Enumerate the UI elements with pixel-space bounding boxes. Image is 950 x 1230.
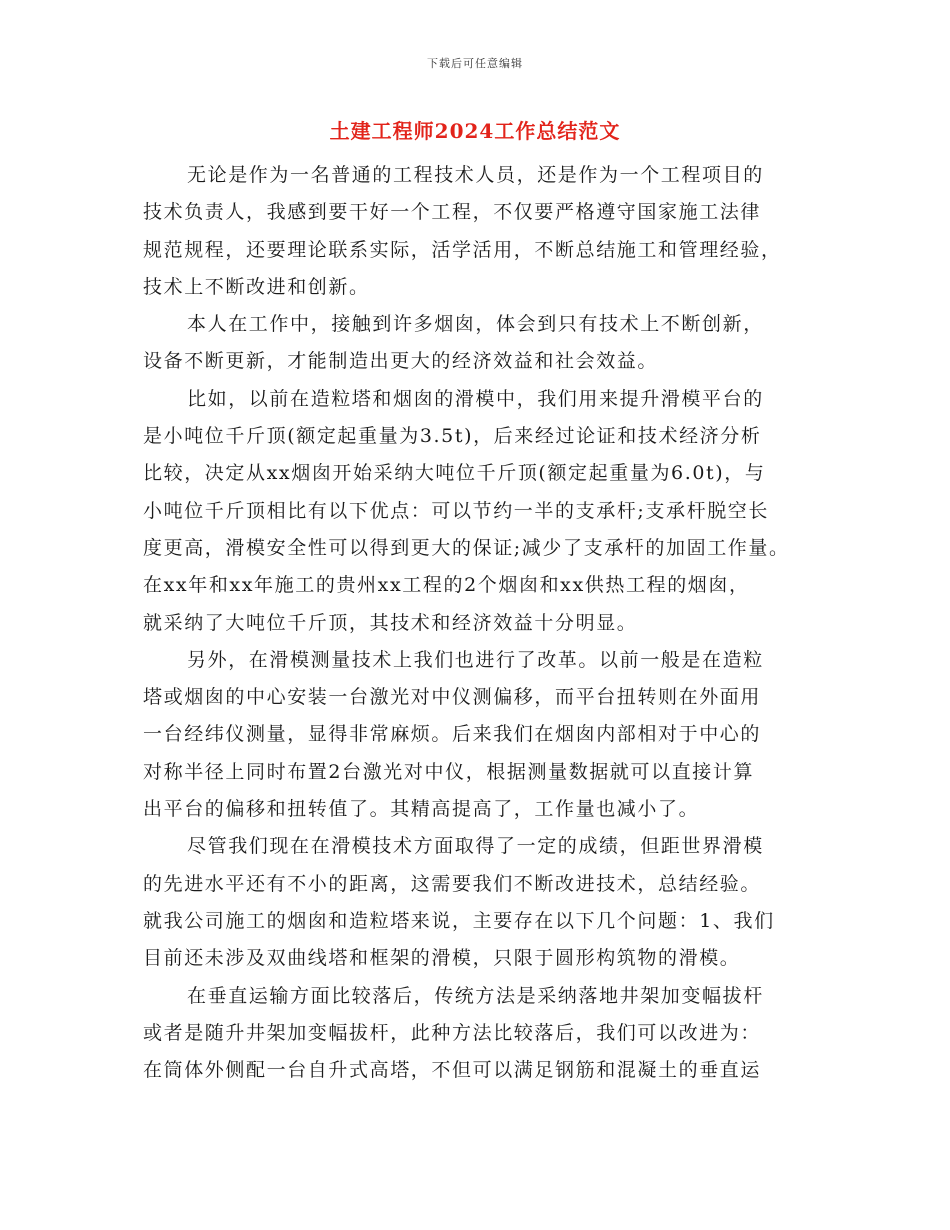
text-line: 比较，决定从xx烟囱开始采纳大吨位千斤顶(额定起重量为6.0t)，与 xyxy=(143,462,766,485)
text-line: 就采纳了大吨位千斤顶，其技术和经济效益十分明显。 xyxy=(143,611,638,634)
text-line: 或者是随升井架加变幅拔杆，此种方法比较落后，我们可以改进为： xyxy=(143,1021,762,1044)
text-line: 是小吨位千斤顶(额定起重量为3.5t)，后来经过论证和技术经济分析 xyxy=(143,425,762,448)
document-title: 土建工程师2024工作总结范文 xyxy=(329,119,621,143)
text-line: 比如，以前在造粒塔和烟囱的滑模中，我们用来提升滑模平台的 xyxy=(187,387,764,410)
text-line: 一台经纬仪测量，显得非常麻烦。后来我们在烟囱内部相对于中心的 xyxy=(143,723,762,746)
text-line: 规范规程，还要理论联系实际，活学活用，不断总结施工和管理经验， xyxy=(143,238,782,261)
text-line: 的先进水平还有不小的距离，这需要我们不断改进技术，总结经验。 xyxy=(143,872,762,895)
document-body xyxy=(143,157,833,1089)
text-line: 在垂直运输方面比较落后，传统方法是采纳落地井架加变幅拔杆 xyxy=(187,984,764,1007)
text-line: 技术负责人，我感到要干好一个工程，不仅要严格遵守国家施工法律 xyxy=(143,201,762,224)
text-line: 在筒体外侧配一台自升式高塔，不但可以满足钢筋和混凝土的垂直运 xyxy=(143,1059,762,1082)
text-line: 塔或烟囱的中心安装一台激光对中仪测偏移，而平台扭转则在外面用 xyxy=(143,686,762,709)
text-line: 就我公司施工的烟囱和造粒塔来说，主要存在以下几个问题：1、我们 xyxy=(143,909,775,932)
text-line: 度更高，滑模安全性可以得到更大的保证;减少了支承杆的加固工作量。 xyxy=(143,536,790,559)
text-line: 设备不断更新，才能制造出更大的经济效益和社会效益。 xyxy=(143,350,659,373)
text-line: 本人在工作中，接触到许多烟囱，体会到只有技术上不断创新， xyxy=(187,313,764,336)
text-line: 在xx年和xx年施工的贵州xx工程的2个烟囱和xx供热工程的烟囱， xyxy=(143,574,750,597)
text-line: 对称半径上同时布置2台激光对中仪，根据测量数据就可以直接计算 xyxy=(143,760,755,783)
text-line: 目前还未涉及双曲线塔和框架的滑模，只限于圆形构筑物的滑模。 xyxy=(143,947,741,970)
text-line: 无论是作为一名普通的工程技术人员，还是作为一个工程项目的 xyxy=(187,164,764,186)
text-line: 小吨位千斤顶相比有以下优点：可以节约一半的支承杆;支承杆脱空长 xyxy=(143,499,770,522)
text-line: 出平台的偏移和扭转值了。其精高提高了，工作量也减小了。 xyxy=(143,798,700,821)
text-line: 另外，在滑模测量技术上我们也进行了改革。以前一般是在造粒 xyxy=(187,648,764,671)
text-line: 技术上不断改进和创新。 xyxy=(143,275,370,298)
header-note: 下载后可任意编辑 xyxy=(427,57,523,70)
text-line: 尽管我们现在在滑模技术方面取得了一定的成绩，但距世界滑模 xyxy=(187,835,764,858)
